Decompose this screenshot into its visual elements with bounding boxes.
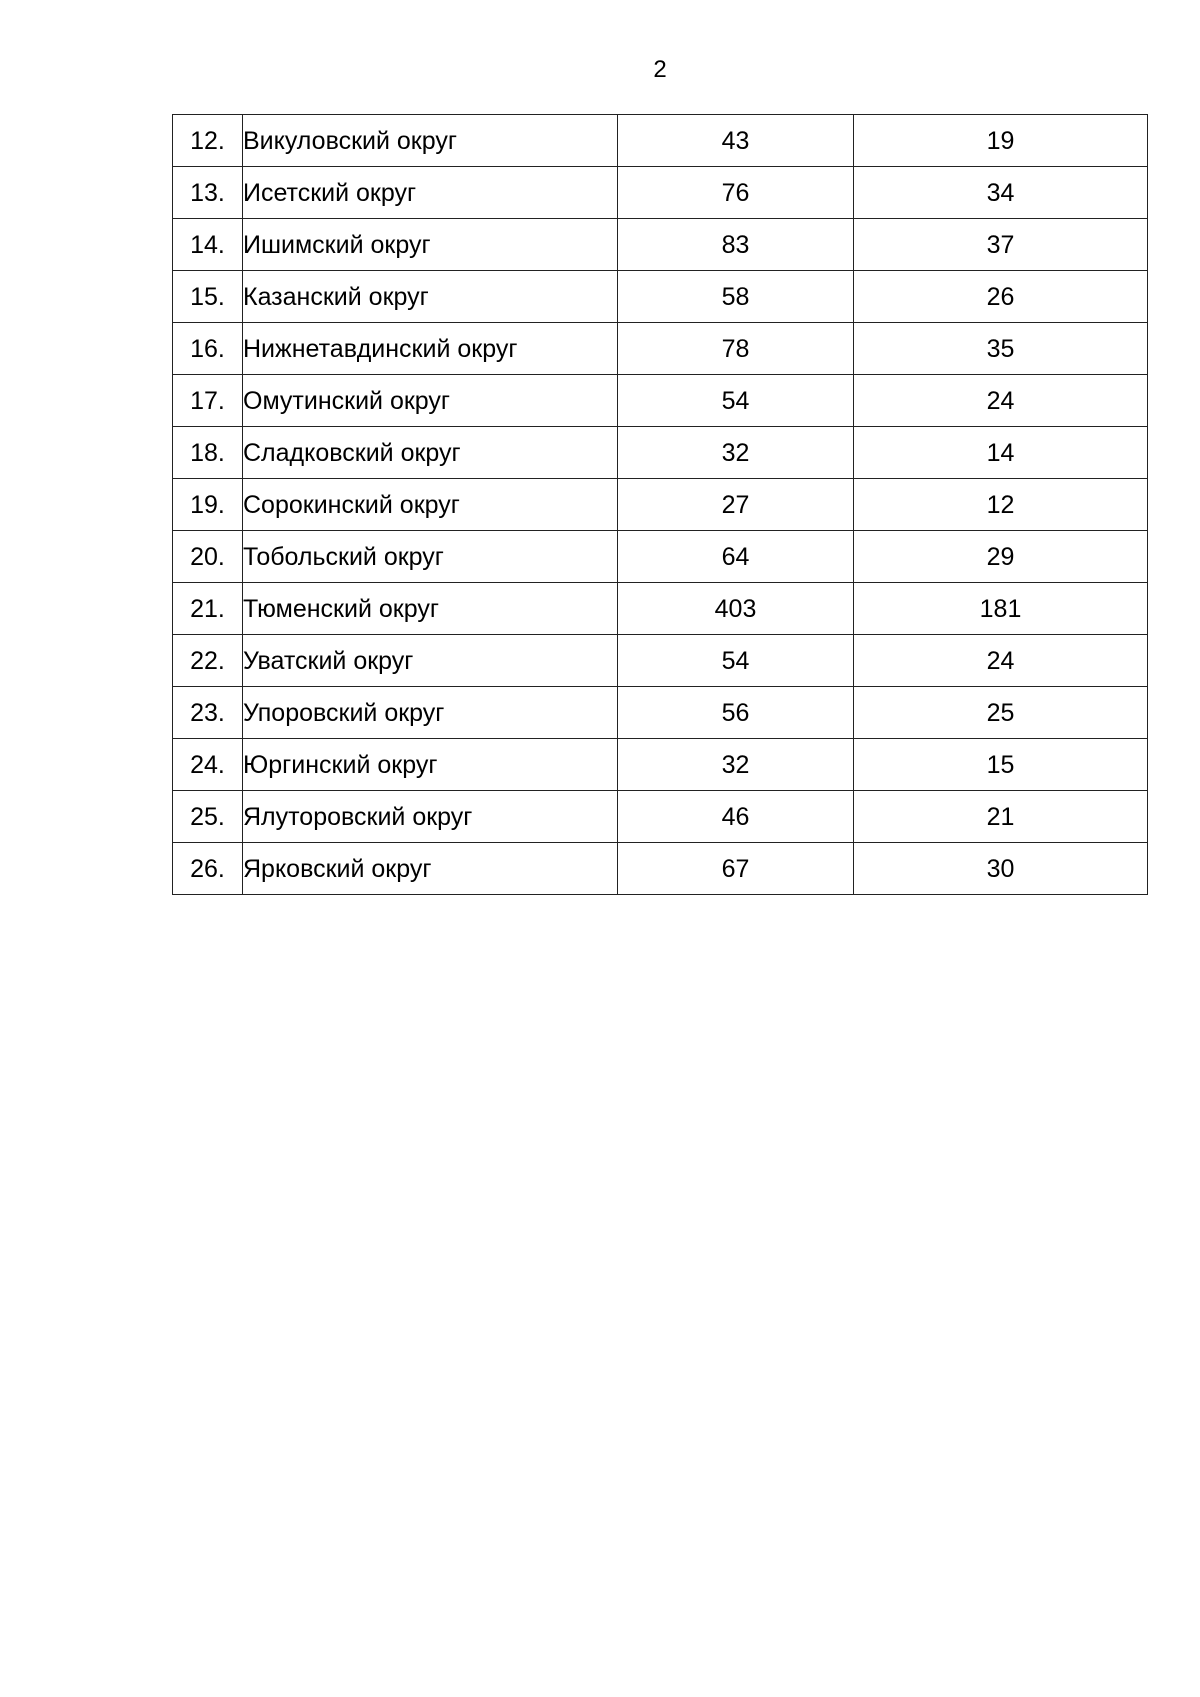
district-name: Тобольский округ	[243, 531, 618, 583]
table-row	[173, 791, 1148, 843]
table-row	[173, 115, 1148, 167]
row-number: 22.	[173, 635, 243, 687]
table-row	[173, 583, 1148, 635]
value-column-a: 67	[618, 843, 854, 895]
value-column-b: 19	[854, 115, 1148, 167]
district-name: Исетский округ	[243, 167, 618, 219]
district-name: Тюменский округ	[243, 583, 618, 635]
value-column-a: 32	[618, 739, 854, 791]
table-row	[173, 323, 1148, 375]
district-name: Ялуторовский округ	[243, 791, 618, 843]
district-name: Омутинский округ	[243, 375, 618, 427]
value-column-b: 24	[854, 635, 1148, 687]
row-number: 15.	[173, 271, 243, 323]
district-name: Уватский округ	[243, 635, 618, 687]
value-column-b: 15	[854, 739, 1148, 791]
value-column-a: 27	[618, 479, 854, 531]
value-column-a: 54	[618, 635, 854, 687]
district-name: Сорокинский округ	[243, 479, 618, 531]
value-column-b: 181	[854, 583, 1148, 635]
row-number: 18.	[173, 427, 243, 479]
row-number: 21.	[173, 583, 243, 635]
table-row	[173, 271, 1148, 323]
value-column-b: 37	[854, 219, 1148, 271]
row-number: 17.	[173, 375, 243, 427]
table-row	[173, 167, 1148, 219]
value-column-b: 35	[854, 323, 1148, 375]
table-row	[173, 375, 1148, 427]
table-row	[173, 427, 1148, 479]
value-column-a: 54	[618, 375, 854, 427]
table-row	[173, 687, 1148, 739]
value-column-b: 26	[854, 271, 1148, 323]
district-name: Казанский округ	[243, 271, 618, 323]
value-column-a: 56	[618, 687, 854, 739]
row-number: 24.	[173, 739, 243, 791]
table-row	[173, 479, 1148, 531]
table-row	[173, 843, 1148, 895]
row-number: 20.	[173, 531, 243, 583]
value-column-a: 58	[618, 271, 854, 323]
row-number: 23.	[173, 687, 243, 739]
value-column-b: 29	[854, 531, 1148, 583]
row-number: 14.	[173, 219, 243, 271]
page-number: 2	[653, 56, 667, 83]
table-row	[173, 531, 1148, 583]
district-name: Нижнетавдинский округ	[243, 323, 618, 375]
value-column-b: 21	[854, 791, 1148, 843]
value-column-b: 25	[854, 687, 1148, 739]
table-row	[173, 635, 1148, 687]
district-name: Юргинский округ	[243, 739, 618, 791]
value-column-b: 12	[854, 479, 1148, 531]
value-column-a: 78	[618, 323, 854, 375]
value-column-a: 76	[618, 167, 854, 219]
row-number: 13.	[173, 167, 243, 219]
value-column-a: 46	[618, 791, 854, 843]
value-column-a: 43	[618, 115, 854, 167]
district-name: Сладковский округ	[243, 427, 618, 479]
row-number: 16.	[173, 323, 243, 375]
district-name: Упоровский округ	[243, 687, 618, 739]
district-name: Викуловский округ	[243, 115, 618, 167]
table-row	[173, 219, 1148, 271]
row-number: 19.	[173, 479, 243, 531]
value-column-a: 64	[618, 531, 854, 583]
district-table	[172, 114, 1148, 895]
value-column-a: 32	[618, 427, 854, 479]
value-column-b: 24	[854, 375, 1148, 427]
district-name: Ишимский округ	[243, 219, 618, 271]
table-row	[173, 739, 1148, 791]
district-name: Ярковский округ	[243, 843, 618, 895]
row-number: 25.	[173, 791, 243, 843]
row-number: 26.	[173, 843, 243, 895]
row-number: 12.	[173, 115, 243, 167]
value-column-a: 83	[618, 219, 854, 271]
value-column-b: 14	[854, 427, 1148, 479]
value-column-b: 34	[854, 167, 1148, 219]
value-column-a: 403	[618, 583, 854, 635]
value-column-b: 30	[854, 843, 1148, 895]
